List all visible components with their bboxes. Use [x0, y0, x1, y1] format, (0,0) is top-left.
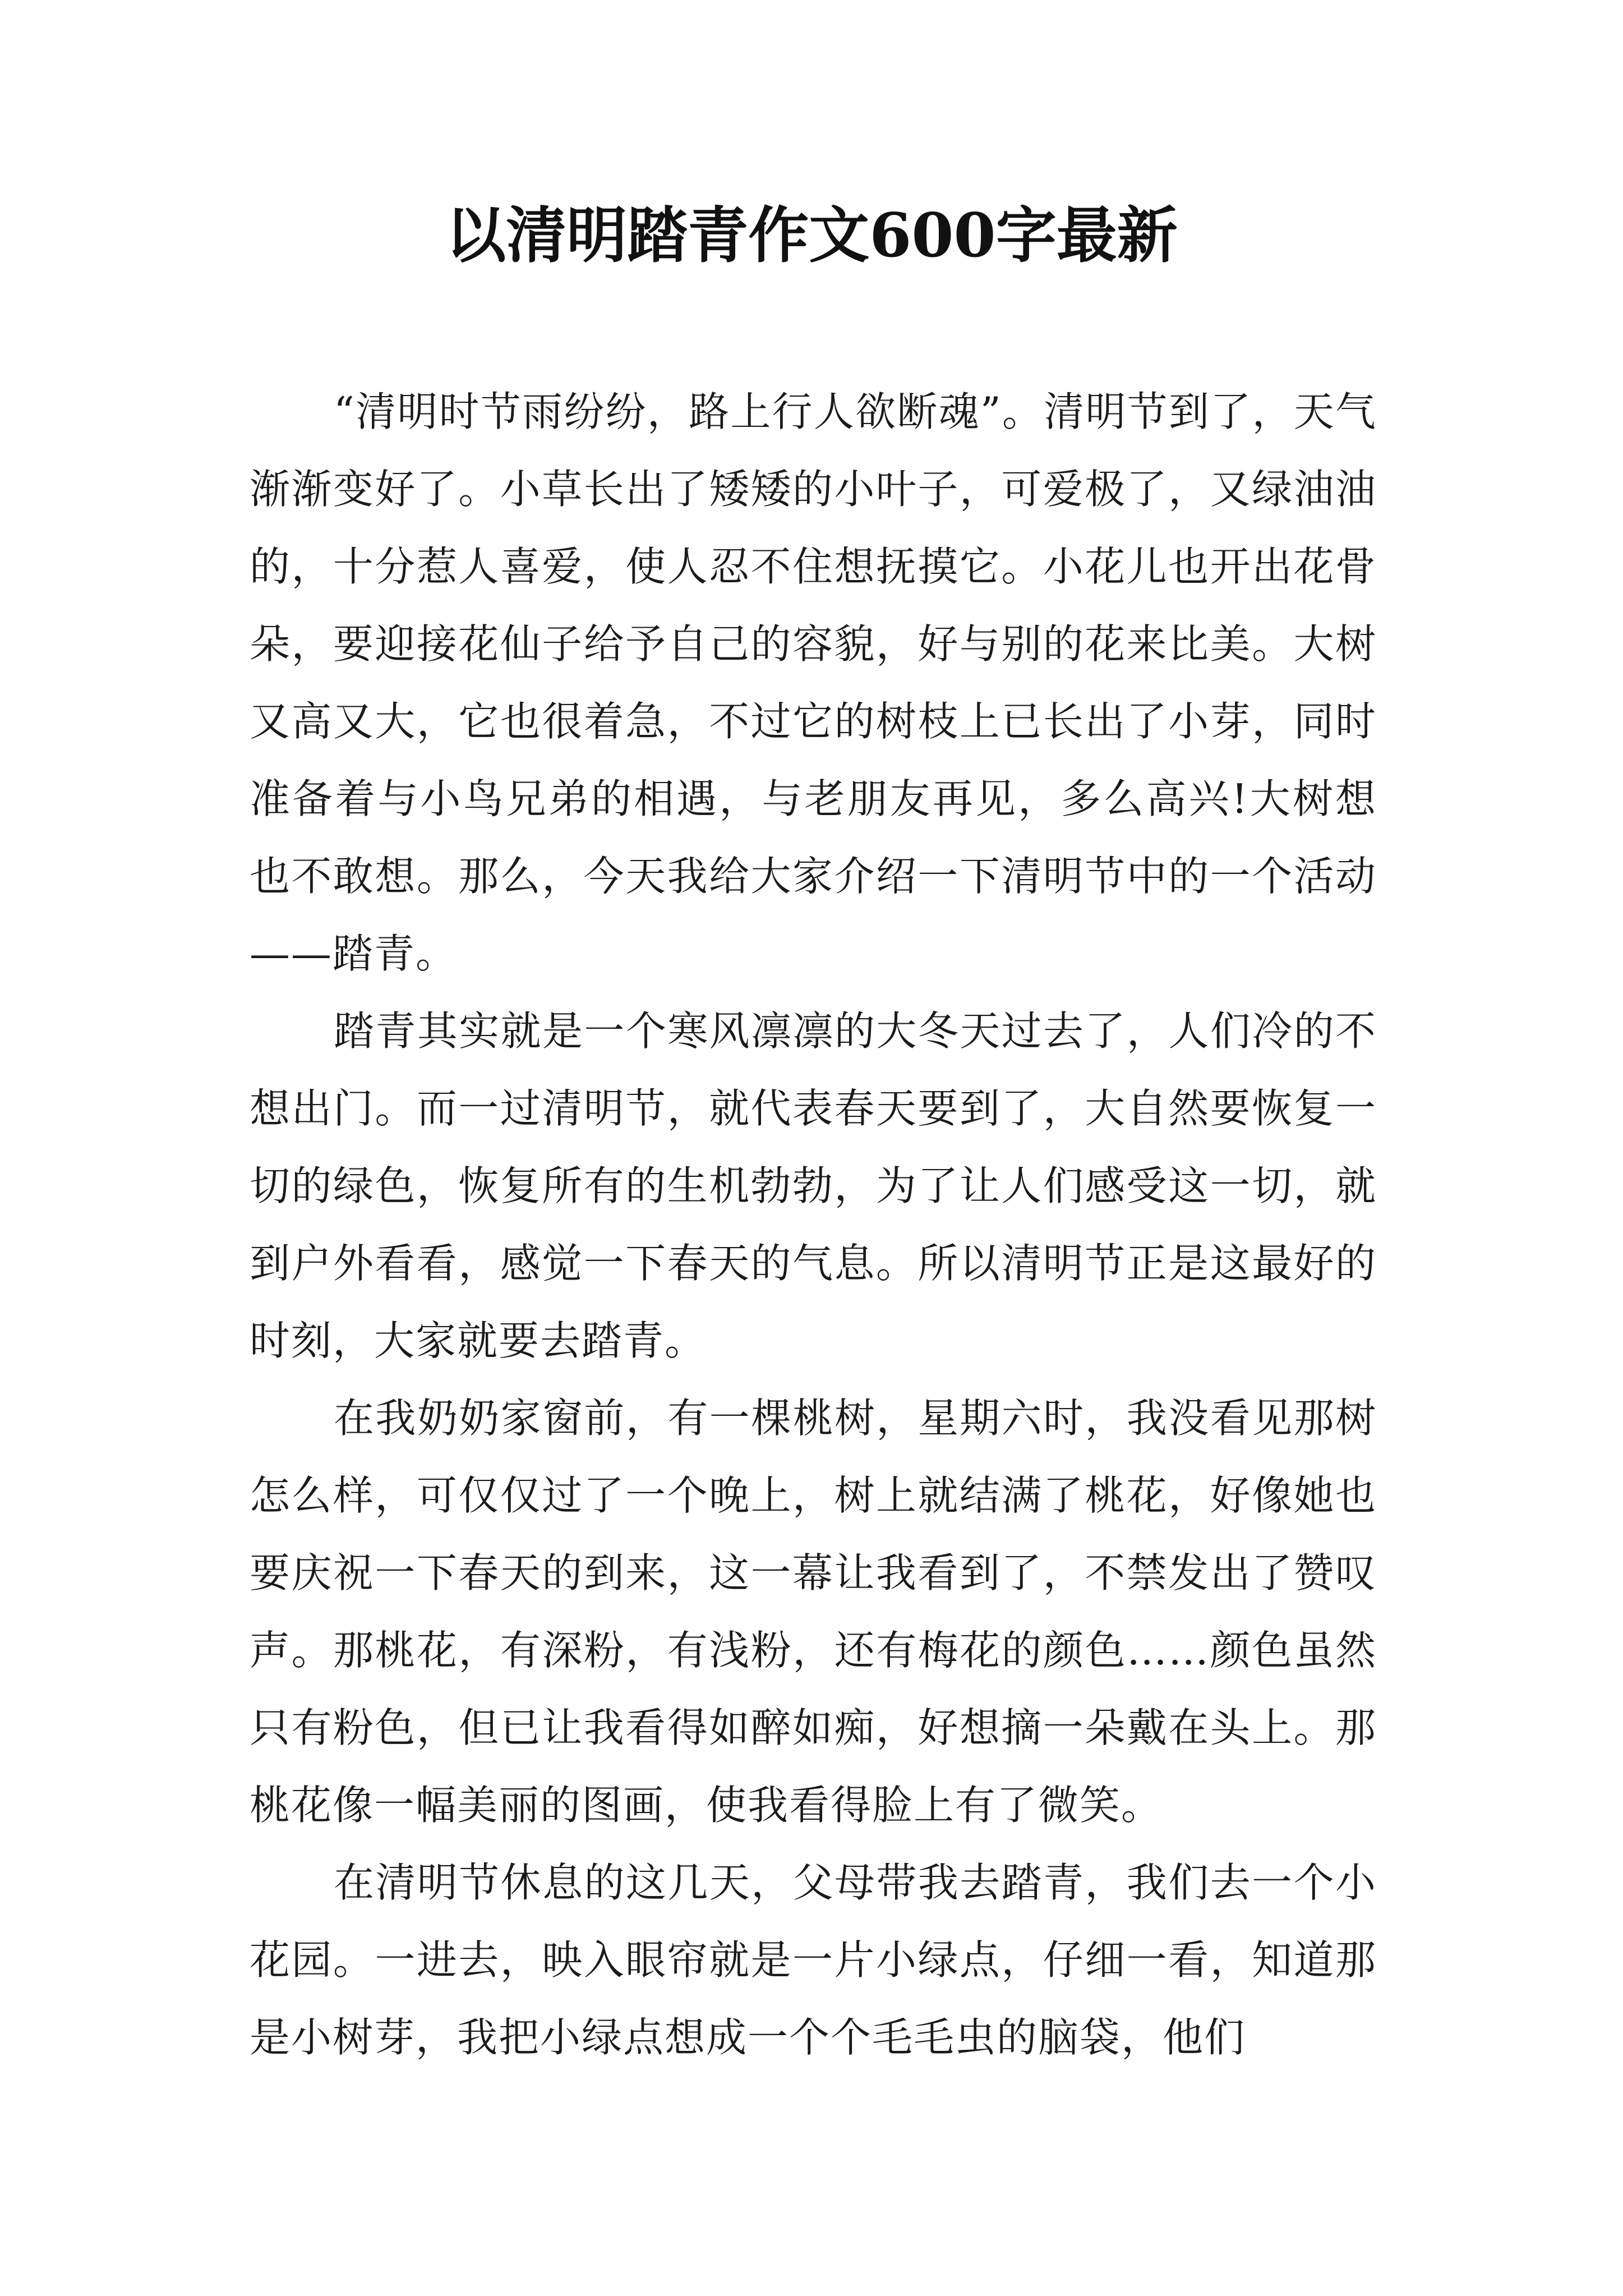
paragraph-1: “清明时节雨纷纷，路上行人欲断魂”。清明节到了，天气渐渐变好了。小草长出了矮矮的小叶子，可爱极了，又绿油油的，十分惹人喜爱，使人忍不住想抚摸它。小花儿也开出花骨朵，要迎接花仙子给予自己的容貌，好与别的花来比美。大树又高又大，它也很着急，不过它的树枝上已长出了小芽，同时准备着与小鸟兄弟的相遇，与老朋友再见，多么高兴!大树想也不敢想。那么，今天我给大家介绍一下清明节中的一个活动——踏青。 [250, 388, 1377, 977]
document-title: 以清明踏青作文600字最新 [445, 200, 1178, 271]
document-body [250, 373, 1377, 2076]
paragraph-2: 踏青其实就是一个寒风凛凛的大冬天过去了，人们冷的不想出门。而一过清明节，就代表春天要到了，大自然要恢复一切的绿色，恢复所有的生机勃勃，为了让人们感受这一切，就到户外看看，感觉一下春天的气息。所以清明节正是这最好的时刻，大家就要去踏青。 [250, 1007, 1377, 1364]
paragraph-4: 在清明节休息的这几天，父母带我去踏青，我们去一个小花园。一进去，映入眼帘就是一片小绿点，仔细一看，知道那是小树芽，我把小绿点想成一个个毛毛虫的脑袋，他们 [250, 1859, 1377, 2061]
paragraph-3: 在我奶奶家窗前，有一棵桃树，星期六时，我没看见那树怎么样，可仅仅过了一个晚上，树上就结满了桃花，好像她也要庆祝一下春天的到来，这一幕让我看到了，不禁发出了赞叹声。那桃花，有深粉，有浅粉，还有梅花的颜色……颜色虽然只有粉色，但已让我看得如醉如痴，好想摘一朵戴在头上。那桃花像一幅美丽的图画，使我看得脸上有了微笑。 [250, 1395, 1377, 1829]
